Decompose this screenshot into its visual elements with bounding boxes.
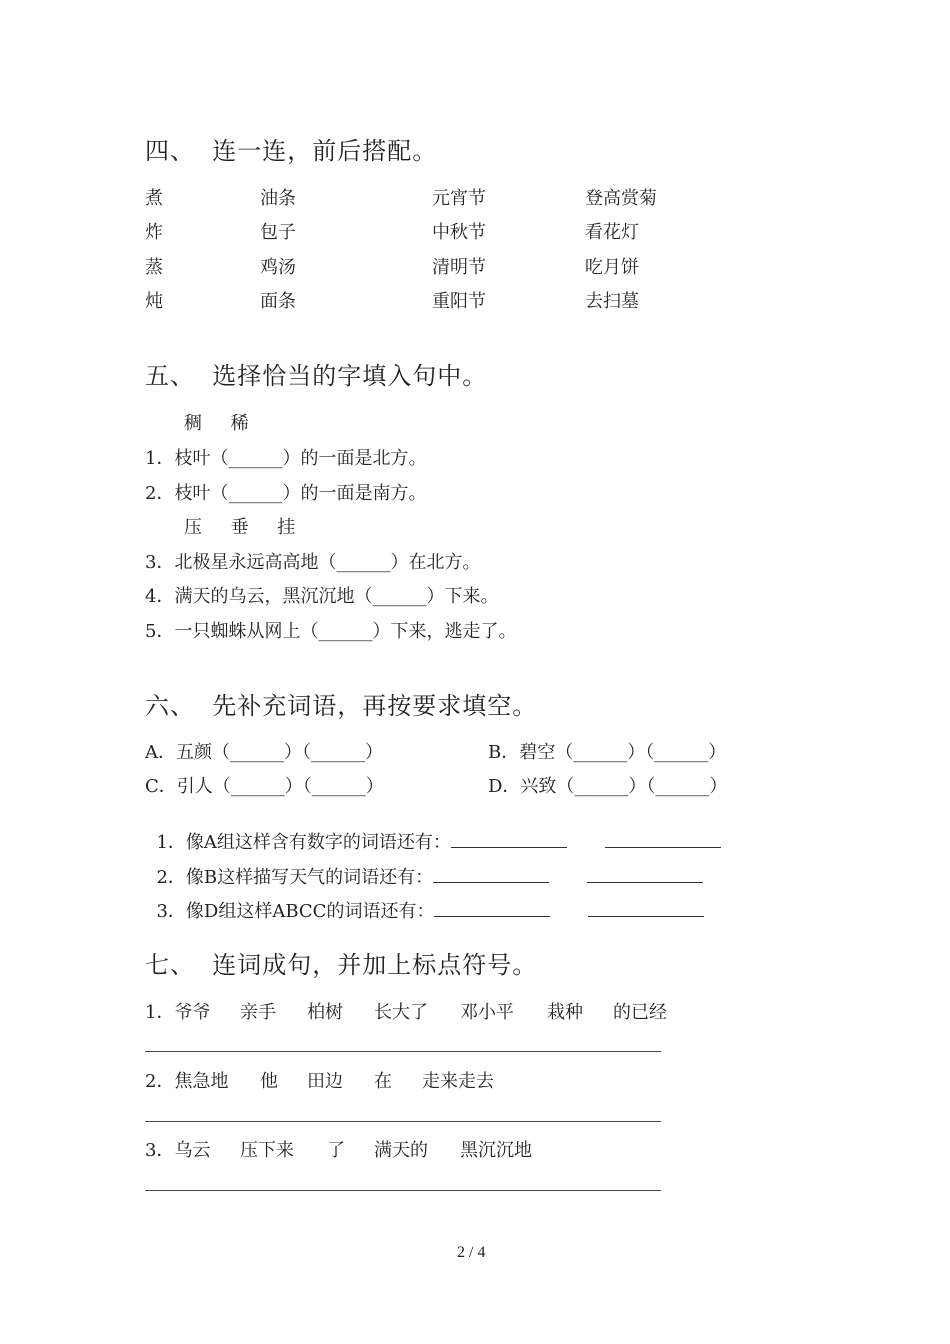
- question-line[interactable]: 2．枝叶（______）的一面是南方。: [145, 483, 427, 504]
- word-chip: 压下来: [240, 1140, 294, 1161]
- match-cell[interactable]: 中秋节: [432, 222, 486, 243]
- match-cell[interactable]: 炖: [145, 291, 163, 312]
- word-chip: 柏树: [307, 1002, 343, 1023]
- answer-line[interactable]: [145, 1190, 661, 1191]
- word-chip: 的已经: [613, 1002, 667, 1023]
- word-item-d[interactable]: D．兴致（______）（______）: [488, 776, 728, 797]
- match-cell[interactable]: 重阳节: [432, 291, 486, 312]
- question-line[interactable]: 4．满天的乌云，黑沉沉地（______）下来。: [145, 586, 499, 607]
- word-chip: 在: [374, 1071, 392, 1092]
- match-cell[interactable]: 蒸: [145, 257, 163, 278]
- fill-question-text: 1．像A组这样含有数字的词语还有：: [156, 832, 451, 853]
- section4-heading: 四、 连一连，前后搭配。: [145, 137, 438, 165]
- match-cell[interactable]: 元宵节: [432, 188, 486, 209]
- word-chip: 他: [260, 1071, 278, 1092]
- answer-blank[interactable]: [588, 900, 704, 917]
- word-chip: 邓小平: [460, 1002, 514, 1023]
- match-cell[interactable]: 面条: [260, 291, 296, 312]
- match-cell[interactable]: 去扫墓: [585, 291, 639, 312]
- word-chip: 长大了: [374, 1002, 428, 1023]
- match-cell[interactable]: 吃月饼: [585, 257, 639, 278]
- word-chip: 走来走去: [422, 1071, 494, 1092]
- question-line[interactable]: 3．北极星永远高高地（______）在北方。: [145, 552, 481, 573]
- word-chip: 满天的: [374, 1140, 428, 1161]
- word-chip: 3．乌云: [145, 1140, 211, 1161]
- word-chip: 栽种: [547, 1002, 583, 1023]
- word-group-1: 稠 稀: [184, 413, 249, 434]
- word-item-c[interactable]: C．引人（______）（______）: [145, 776, 384, 797]
- match-cell[interactable]: 炸: [145, 222, 163, 243]
- section6-heading: 六、 先补充词语，再按要求填空。: [145, 692, 538, 720]
- match-cell[interactable]: 鸡汤: [260, 257, 296, 278]
- word-chip: 了: [327, 1140, 345, 1161]
- match-cell[interactable]: 包子: [260, 222, 296, 243]
- answer-blank[interactable]: [434, 900, 550, 917]
- fill-question-text: 3．像D组这样ABCC的词语还有：: [156, 901, 435, 922]
- word-chip: 亲手: [240, 1002, 276, 1023]
- match-cell[interactable]: 油条: [260, 188, 296, 209]
- question-line[interactable]: 1．枝叶（______）的一面是北方。: [145, 448, 427, 469]
- section7-heading: 七、 连词成句，并加上标点符号。: [145, 951, 538, 979]
- match-cell[interactable]: 清明节: [432, 257, 486, 278]
- match-cell[interactable]: 煮: [145, 188, 163, 209]
- word-group-2: 压 垂 挂: [184, 517, 296, 538]
- word-chip: 黑沉沉地: [460, 1140, 532, 1161]
- section5-heading: 五、 选择恰当的字填入句中。: [145, 362, 488, 390]
- word-chip: 田边: [307, 1071, 343, 1092]
- match-cell[interactable]: 登高赏菊: [585, 188, 657, 209]
- word-item-a[interactable]: A．五颜（______）（______）: [145, 742, 383, 763]
- word-item-b[interactable]: B．碧空（______）（______）: [488, 742, 727, 763]
- fill-question: [145, 876, 704, 923]
- question-line[interactable]: 5．一只蜘蛛从网上（______）下来，逃走了。: [145, 621, 517, 642]
- word-chip: 2．焦急地: [145, 1071, 229, 1092]
- answer-line[interactable]: [145, 1051, 661, 1052]
- fill-question-text: 2．像B这样描写天气的词语还有：: [156, 867, 434, 888]
- page-number: 2 / 4: [457, 1244, 486, 1261]
- answer-line[interactable]: [145, 1121, 661, 1122]
- word-chip: 1．爷爷: [145, 1002, 211, 1023]
- match-cell[interactable]: 看花灯: [585, 222, 639, 243]
